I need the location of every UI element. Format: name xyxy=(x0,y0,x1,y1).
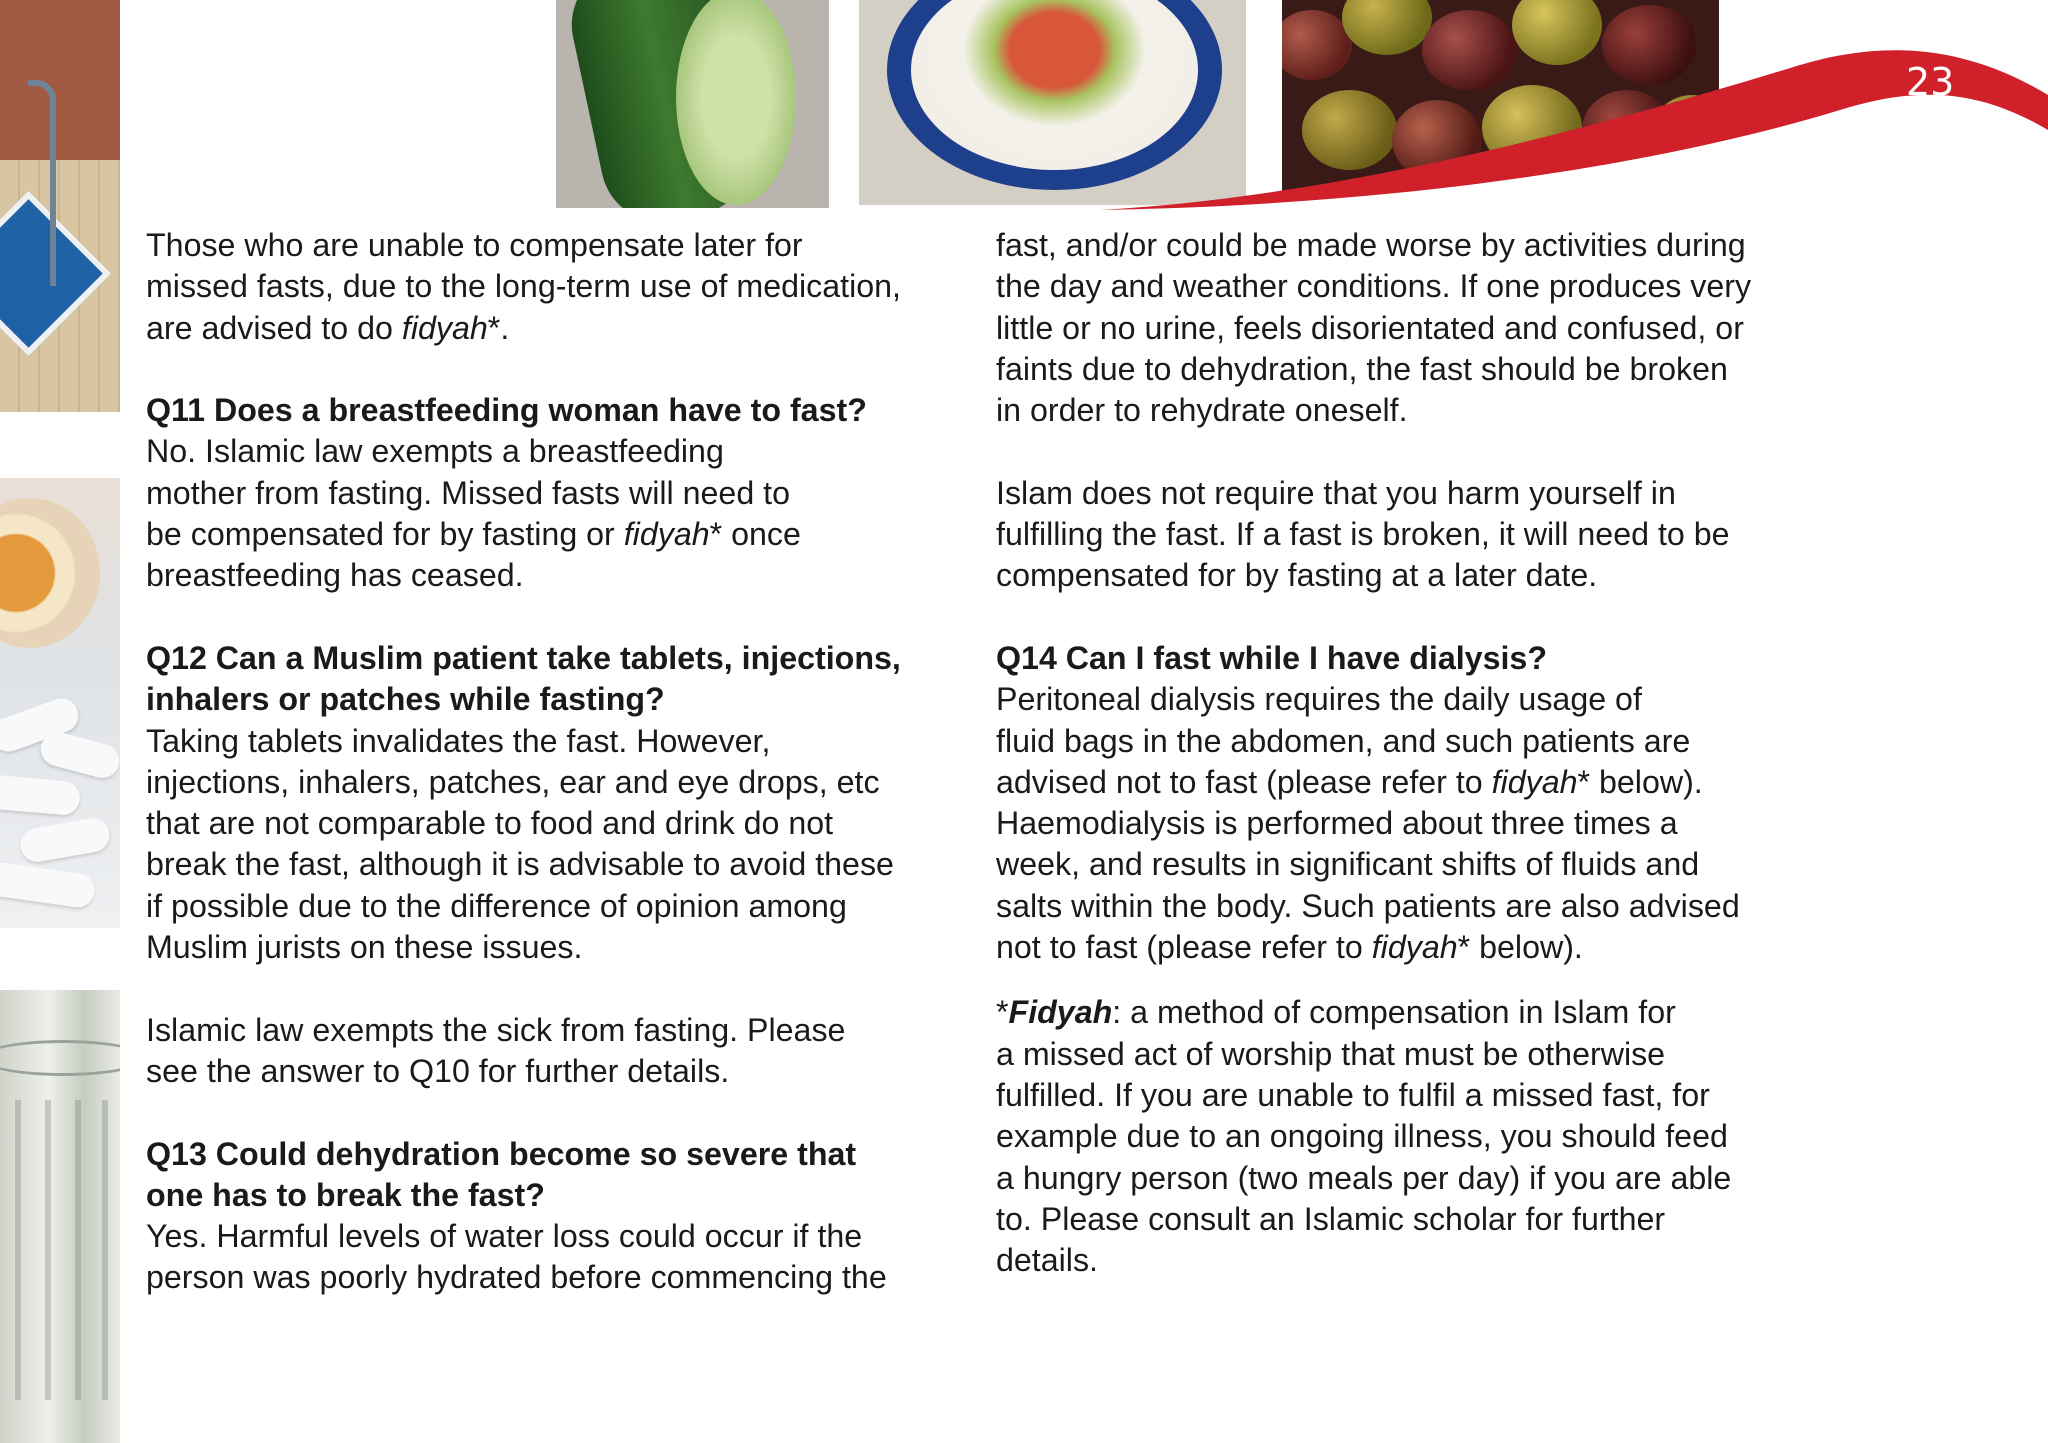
q13-harm-paragraph: Islam does not require that you harm yourself in fulfilling the fast. If a fast is broken, it will need to be compensated for by fasting at a later date. xyxy=(996,474,1730,594)
pill xyxy=(0,861,97,910)
pill xyxy=(0,774,81,817)
fidyah-term: fidyah xyxy=(1491,763,1578,800)
footnote-star: * xyxy=(996,994,1009,1031)
q14-answer-text-end: * below). xyxy=(1457,929,1583,966)
pill xyxy=(18,815,113,864)
water-glass-photo xyxy=(0,990,120,1443)
glass-flute xyxy=(45,1100,51,1400)
cucumber-cut-face xyxy=(676,0,796,205)
pills-bottle-photo xyxy=(0,478,120,928)
q11-question: Q11 Does a breastfeeding woman have to fast? xyxy=(146,392,867,429)
fidyah-term: fidyah xyxy=(1371,929,1458,966)
q13-question: Q13 Could dehydration become so severe that one has to break the fast? xyxy=(146,1135,857,1213)
q12-sick-exemption: Islamic law exempts the sick from fasting. Please see the answer to Q10 for further details. xyxy=(146,1011,846,1089)
pill xyxy=(37,728,120,782)
q14-answer-text: Peritoneal dialysis requires the daily usage of fluid bags in the abdomen, and such patients are advised not to fast (please refer to xyxy=(996,681,1691,800)
glass-flute xyxy=(75,1100,81,1400)
right-text-column xyxy=(996,225,1816,1281)
q14-answer-text-mid: * below). Haemodialysis is performed about three times a week, and results in significant shifts of fluids and salts within the body. Such patients are also advised not to fast (please refer to xyxy=(996,763,1740,966)
q12-answer: Taking tablets invalidates the fast. However, injections, inhalers, patches, ear and eye drops, etc that are not comparable to food and drink do not break the fast, although it is advisable to avoid these if possible due to the difference of opinion among Muslim jurists on these issues. xyxy=(146,722,894,966)
swimming-pool-photo xyxy=(0,0,120,412)
q11-answer-text-end: * once breastfeeding has ceased. xyxy=(146,516,801,594)
intro-text: Those who are unable to compensate later for missed fasts, due to the long-term use of medication, are advised to do xyxy=(146,227,901,346)
intro-paragraph xyxy=(146,225,966,349)
fidyah-term-bold: Fidyah xyxy=(1008,994,1113,1031)
pool-ladder-rail xyxy=(28,80,56,286)
q13-answer: Yes. Harmful levels of water loss could occur if the person was poorly hydrated before commencing the xyxy=(146,1218,887,1296)
glass-flute xyxy=(102,1100,108,1400)
q12-question: Q12 Can a Muslim patient take tablets, injections, inhalers or patches while fasting? xyxy=(146,639,901,718)
pill-bottle xyxy=(0,498,100,648)
q14-question: Q14 Can I fast while I have dialysis? xyxy=(996,639,1547,676)
cucumber-photo xyxy=(556,0,829,208)
intro-text-end: *. xyxy=(487,309,510,346)
q11-answer-text: No. Islamic law exempts a breastfeeding mother from fasting. Missed fasts will need to be compensated for by fasting or xyxy=(146,433,791,553)
glass-flute xyxy=(15,1100,21,1400)
page-number: 23 xyxy=(1906,60,1955,104)
red-swoosh-banner xyxy=(1100,0,2048,215)
fidyah-definition xyxy=(996,992,1816,1281)
fidyah-term: fidyah xyxy=(401,309,488,346)
q13-answer-continued: fast, and/or could be made worse by activities during the day and weather conditions. If one produces very little or no urine, feels disorientated and confused, or faints due to dehydration, the fast should be broken in order to rehydrate oneself. xyxy=(996,227,1752,429)
fidyah-definition-text: : a method of compensation in Islam for a missed act of worship that must be otherwise fulfilled. If you are unable to fulfil a missed fast, for example due to an ongoing illness, you should feed a hungry person (two meals per day) if you are able to. Please consult an Islamic scholar for further details. xyxy=(996,994,1732,1279)
left-text-column xyxy=(146,225,966,1299)
fidyah-term: fidyah xyxy=(623,516,710,553)
q14-answer xyxy=(996,679,1816,968)
glass-rim xyxy=(0,1040,120,1076)
q11-answer xyxy=(146,431,966,596)
